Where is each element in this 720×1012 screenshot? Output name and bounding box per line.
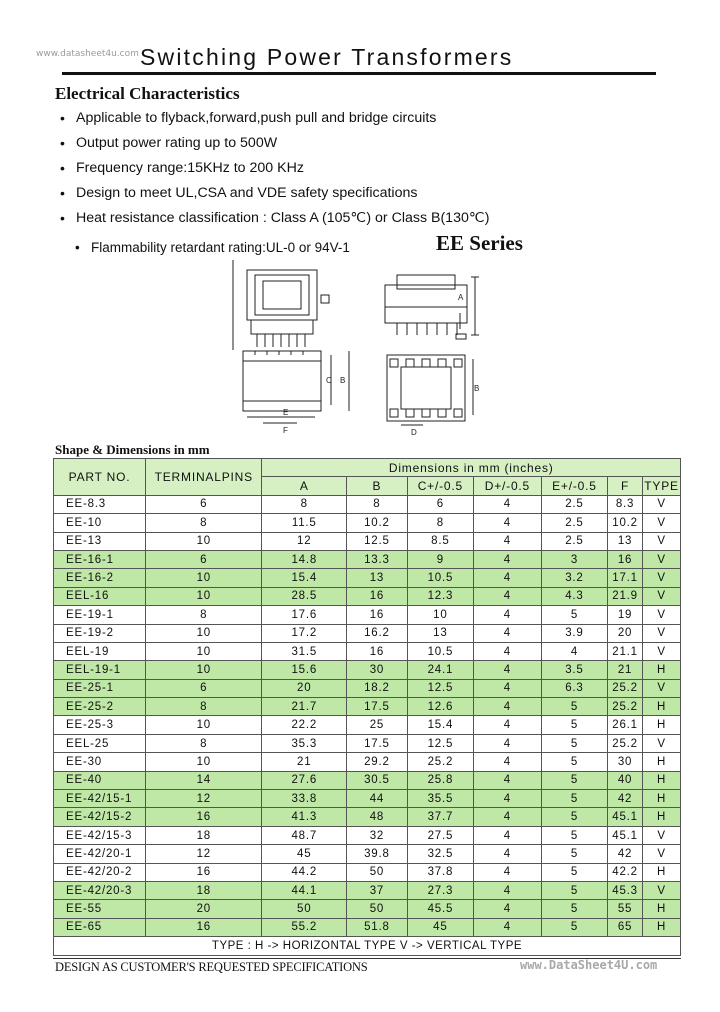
part-number-cell: EEL-19 (54, 642, 146, 660)
table-cell: 21 (607, 661, 642, 679)
table-cell: H (643, 698, 681, 716)
table-cell: 10 (146, 587, 262, 605)
table-cell: 10 (146, 532, 262, 550)
table-cell: 4.3 (541, 587, 607, 605)
table-cell: 24.1 (407, 661, 473, 679)
table-cell: 45 (407, 918, 473, 936)
dimensions-table (53, 458, 681, 956)
table-cell: 32.5 (407, 845, 473, 863)
table-cell: 4 (473, 587, 541, 605)
table-cell: 4 (473, 514, 541, 532)
table-cell: 10 (146, 716, 262, 734)
header-f: F (607, 477, 642, 495)
table-cell: 32 (347, 826, 408, 844)
table-cell: 42 (607, 790, 642, 808)
table-cell: 4 (473, 881, 541, 899)
footer-note: DESIGN AS CUSTOMER'S REQUESTED SPECIFICATIONS (55, 960, 368, 974)
table-cell: V (643, 606, 681, 624)
table-row (54, 532, 681, 550)
table-row (54, 569, 681, 587)
part-number-cell: EE-16-2 (54, 569, 146, 587)
header-part-no: PART NO. (54, 459, 146, 496)
part-number-cell: EE-30 (54, 753, 146, 771)
table-cell: 15.4 (262, 569, 347, 587)
table-cell: 9 (407, 550, 473, 568)
header-c: C+/-0.5 (407, 477, 473, 495)
table-cell: 45 (262, 845, 347, 863)
table-cell: 4 (473, 716, 541, 734)
table-cell: 33.8 (262, 790, 347, 808)
dim-label-f: F (283, 426, 288, 435)
table-row (54, 661, 681, 679)
table-cell: 15.4 (407, 716, 473, 734)
table-cell: 4 (473, 826, 541, 844)
table-cell: V (643, 569, 681, 587)
type-note-row (54, 937, 681, 955)
table-cell: 10 (146, 753, 262, 771)
table-cell: 5 (541, 753, 607, 771)
table-cell: 26.1 (607, 716, 642, 734)
table-cell: 50 (347, 900, 408, 918)
table-cell: 28.5 (262, 587, 347, 605)
table-cell: 16 (146, 808, 262, 826)
table-cell: 37.7 (407, 808, 473, 826)
table-cell: V (643, 679, 681, 697)
table-cell: 25 (347, 716, 408, 734)
table-cell: 2.5 (541, 495, 607, 513)
table-cell: 18 (146, 826, 262, 844)
table-cell: 3.5 (541, 661, 607, 679)
table-cell: 13.3 (347, 550, 408, 568)
table-cell: 51.8 (347, 918, 408, 936)
page-title: Switching Power Transformers (140, 44, 514, 70)
table-cell: 5 (541, 716, 607, 734)
dim-label-d: D (411, 428, 417, 437)
table-cell: 17.6 (262, 606, 347, 624)
bullet-item: • Frequency range:15KHz to 200 KHz (60, 158, 490, 183)
table-cell: 12.6 (407, 698, 473, 716)
table-cell: V (643, 514, 681, 532)
table-cell: 10.5 (407, 642, 473, 660)
table-row (54, 881, 681, 899)
watermark-bottom: www.DataSheet4U.com (520, 958, 658, 972)
table-cell: 12 (146, 845, 262, 863)
table-cell: 11.5 (262, 514, 347, 532)
table-cell: 13 (407, 624, 473, 642)
header-type: TYPE (643, 477, 681, 495)
table-cell: H (643, 753, 681, 771)
table-cell: 17.5 (347, 698, 408, 716)
part-number-cell: EE-42/15-2 (54, 808, 146, 826)
table-cell: 4 (541, 642, 607, 660)
front-view-drawing (385, 275, 479, 339)
table-cell: 10 (146, 661, 262, 679)
table-cell: 12.5 (347, 532, 408, 550)
table-cell: 21.1 (607, 642, 642, 660)
part-number-cell: EE-42/15-1 (54, 790, 146, 808)
table-cell: 50 (262, 900, 347, 918)
table-cell: 6.3 (541, 679, 607, 697)
dim-label-b-pins: B (474, 384, 480, 393)
header-terminal-pins: TERMINALPINS (146, 459, 262, 496)
table-cell: 16 (146, 918, 262, 936)
table-row (54, 863, 681, 881)
table-cell: 4 (473, 495, 541, 513)
table-row (54, 495, 681, 513)
table-cell: 4 (473, 734, 541, 752)
bullet-item: • Heat resistance classification : Class A (105℃) or Class B(130℃) (60, 208, 490, 233)
table-cell: 25.2 (407, 753, 473, 771)
bullet-item: • Applicable to flyback,forward,push pull and bridge circuits (60, 108, 490, 133)
table-row (54, 826, 681, 844)
table-cell: 8 (146, 698, 262, 716)
table-cell: V (643, 845, 681, 863)
table-cell: H (643, 900, 681, 918)
table-cell: 8 (146, 606, 262, 624)
table-cell: 4 (473, 661, 541, 679)
table-row (54, 642, 681, 660)
table-cell: 10.5 (407, 569, 473, 587)
table-cell: 19 (607, 606, 642, 624)
table-cell: 16.2 (347, 624, 408, 642)
table-cell: 16 (347, 642, 408, 660)
table-row (54, 587, 681, 605)
table-cell: 15.6 (262, 661, 347, 679)
table-cell: V (643, 532, 681, 550)
part-number-cell: EE-65 (54, 918, 146, 936)
table-cell: 3.2 (541, 569, 607, 587)
table-cell: 45.5 (407, 900, 473, 918)
table-cell: 45.3 (607, 881, 642, 899)
table-cell: 41.3 (262, 808, 347, 826)
table-cell: 3.9 (541, 624, 607, 642)
part-number-cell: EE-55 (54, 900, 146, 918)
table-cell: 6 (146, 495, 262, 513)
dim-label-c: C (326, 376, 332, 385)
table-cell: 4 (473, 624, 541, 642)
table-cell: V (643, 550, 681, 568)
table-row (54, 808, 681, 826)
table-cell: 5 (541, 698, 607, 716)
part-number-cell: EE-42/20-1 (54, 845, 146, 863)
table-cell: H (643, 771, 681, 789)
table-cell: 21 (262, 753, 347, 771)
table-cell: 4 (473, 918, 541, 936)
table-cell: 4 (473, 679, 541, 697)
table-cell: V (643, 495, 681, 513)
table-cell: 44.2 (262, 863, 347, 881)
table-cell: 55.2 (262, 918, 347, 936)
table-cell: 8.3 (607, 495, 642, 513)
table-cell: 5 (541, 790, 607, 808)
part-number-cell: EE-25-1 (54, 679, 146, 697)
table-cell: 5 (541, 734, 607, 752)
table-cell: 5 (541, 808, 607, 826)
table-cell: 5 (541, 918, 607, 936)
table-cell: 4 (473, 532, 541, 550)
table-cell: 30 (607, 753, 642, 771)
table-cell: 21.7 (262, 698, 347, 716)
table-row (54, 900, 681, 918)
part-number-cell: EE-16-1 (54, 550, 146, 568)
table-cell: 18.2 (347, 679, 408, 697)
table-cell: V (643, 624, 681, 642)
bullet-item: • Design to meet UL,CSA and VDE safety specifications (60, 183, 490, 208)
table-cell: 25.8 (407, 771, 473, 789)
table-cell: 65 (607, 918, 642, 936)
dimension-drawings (225, 255, 495, 440)
table-cell: 48.7 (262, 826, 347, 844)
part-number-cell: EE-40 (54, 771, 146, 789)
table-cell: 10 (146, 624, 262, 642)
table-cell: 10 (407, 606, 473, 624)
table-row (54, 845, 681, 863)
table-cell: 25.2 (607, 679, 642, 697)
header-dimensions: Dimensions in mm (inches) (262, 459, 681, 477)
table-cell: H (643, 808, 681, 826)
table-cell: 25.2 (607, 698, 642, 716)
table-row (54, 550, 681, 568)
table-cell: 14.8 (262, 550, 347, 568)
table-cell: 14 (146, 771, 262, 789)
table-cell: 13 (607, 532, 642, 550)
table-cell: 4 (473, 771, 541, 789)
table-cell: 4 (473, 550, 541, 568)
table-cell: 2.5 (541, 514, 607, 532)
part-number-cell: EE-42/15-3 (54, 826, 146, 844)
top-view-drawing (243, 351, 349, 435)
watermark-top: www.datasheet4u.com (36, 49, 139, 59)
table-cell: 48 (347, 808, 408, 826)
table-cell: 22.2 (262, 716, 347, 734)
table-cell: 37 (347, 881, 408, 899)
part-number-cell: EE-8.3 (54, 495, 146, 513)
table-cell: 4 (473, 753, 541, 771)
header-d: D+/-0.5 (473, 477, 541, 495)
part-number-cell: EE-42/20-2 (54, 863, 146, 881)
dim-label-e: E (283, 408, 289, 417)
table-cell: 30.5 (347, 771, 408, 789)
table-cell: 27.6 (262, 771, 347, 789)
part-number-cell: EE-25-2 (54, 698, 146, 716)
table-cell: V (643, 734, 681, 752)
table-cell: 5 (541, 771, 607, 789)
table-cell: 12 (262, 532, 347, 550)
table-cell: 4 (473, 790, 541, 808)
table-cell: 2.5 (541, 532, 607, 550)
table-cell: H (643, 863, 681, 881)
table-cell: 27.5 (407, 826, 473, 844)
table-row (54, 790, 681, 808)
part-number-cell: EE-13 (54, 532, 146, 550)
table-cell: 16 (347, 587, 408, 605)
table-cell: 6 (146, 679, 262, 697)
table-cell: 25.2 (607, 734, 642, 752)
characteristics-list (60, 108, 490, 233)
table-cell: 50 (347, 863, 408, 881)
table-cell: 8.5 (407, 532, 473, 550)
table-row (54, 698, 681, 716)
table-cell: 37.8 (407, 863, 473, 881)
part-number-cell: EE-42/20-3 (54, 881, 146, 899)
part-number-cell: EE-19-1 (54, 606, 146, 624)
table-cell: V (643, 826, 681, 844)
table-body (54, 495, 681, 936)
section-heading: Electrical Characteristics (55, 84, 240, 103)
header-b: B (347, 477, 408, 495)
part-number-cell: EEL-16 (54, 587, 146, 605)
table-cell: 4 (473, 845, 541, 863)
table-cell: H (643, 790, 681, 808)
table-cell: 13 (347, 569, 408, 587)
table-cell: 29.2 (347, 753, 408, 771)
table-cell: 5 (541, 881, 607, 899)
part-number-cell: EEL-25 (54, 734, 146, 752)
table-cell: 12.5 (407, 679, 473, 697)
table-cell: 8 (407, 514, 473, 532)
table-cell: 4 (473, 642, 541, 660)
table-cell: H (643, 661, 681, 679)
header-e: E+/-0.5 (541, 477, 607, 495)
table-cell: 4 (473, 808, 541, 826)
bullet-item: • Output power rating up to 500W (60, 133, 490, 158)
table-cell: 8 (146, 734, 262, 752)
table-cell: 55 (607, 900, 642, 918)
table-row (54, 734, 681, 752)
table-row (54, 679, 681, 697)
dim-label-a: A (458, 293, 464, 302)
table-cell: 10.2 (347, 514, 408, 532)
table-cell: V (643, 881, 681, 899)
table-cell: 20 (146, 900, 262, 918)
table-row (54, 606, 681, 624)
table-cell: 4 (473, 863, 541, 881)
table-row (54, 716, 681, 734)
table-cell: 45.1 (607, 826, 642, 844)
table-cell: 30 (347, 661, 408, 679)
table-cell: 5 (541, 826, 607, 844)
table-cell: 5 (541, 606, 607, 624)
table-cell: 44.1 (262, 881, 347, 899)
table-row (54, 771, 681, 789)
table-cell: 40 (607, 771, 642, 789)
title-underline (62, 72, 656, 75)
part-number-cell: EE-25-3 (54, 716, 146, 734)
table-cell: 42.2 (607, 863, 642, 881)
table-cell: 16 (146, 863, 262, 881)
table-cell: 42 (607, 845, 642, 863)
table-cell: 35.5 (407, 790, 473, 808)
table-row (54, 918, 681, 936)
table-cell: 4 (473, 606, 541, 624)
table-header-row (54, 459, 681, 477)
table-cell: 27.3 (407, 881, 473, 899)
table-cell: 10 (146, 569, 262, 587)
table-cell: 35.3 (262, 734, 347, 752)
table-cell: 3 (541, 550, 607, 568)
table-cell: 4 (473, 900, 541, 918)
table-cell: 10 (146, 642, 262, 660)
table-cell: 20 (262, 679, 347, 697)
table-row (54, 753, 681, 771)
part-number-cell: EE-10 (54, 514, 146, 532)
table-cell: 18 (146, 881, 262, 899)
table-cell: 31.5 (262, 642, 347, 660)
table-cell: 8 (347, 495, 408, 513)
table-cell: 12.3 (407, 587, 473, 605)
table-cell: 20 (607, 624, 642, 642)
table-cell: 17.2 (262, 624, 347, 642)
table-cell: 17.5 (347, 734, 408, 752)
table-cell: 4 (473, 569, 541, 587)
table-cell: 16 (347, 606, 408, 624)
part-number-cell: EEL-19-1 (54, 661, 146, 679)
table-cell: 6 (146, 550, 262, 568)
shape-dimensions-heading: Shape & Dimensions in mm (55, 442, 210, 457)
table-cell: 44 (347, 790, 408, 808)
table-cell: 8 (262, 495, 347, 513)
table-cell: 16 (607, 550, 642, 568)
table-cell: 8 (146, 514, 262, 532)
table-cell: 5 (541, 863, 607, 881)
table-cell: 21.9 (607, 587, 642, 605)
table-cell: 5 (541, 845, 607, 863)
table-cell: V (643, 587, 681, 605)
table-cell: 12.5 (407, 734, 473, 752)
table-cell: 6 (407, 495, 473, 513)
table-cell: V (643, 642, 681, 660)
table-cell: H (643, 716, 681, 734)
table-cell: 39.8 (347, 845, 408, 863)
table-cell: H (643, 918, 681, 936)
table-cell: 4 (473, 698, 541, 716)
side-view-drawing (233, 260, 329, 350)
table-row (54, 514, 681, 532)
table-cell: 12 (146, 790, 262, 808)
table-row (54, 624, 681, 642)
pin-view-drawing (387, 355, 479, 437)
table-cell: 5 (541, 900, 607, 918)
header-a: A (262, 477, 347, 495)
dim-label-b: B (340, 376, 346, 385)
part-number-cell: EE-19-2 (54, 624, 146, 642)
flammability-bullet: • Flammability retardant rating:UL-0 or 94V-1 (75, 240, 350, 255)
table-cell: 17.1 (607, 569, 642, 587)
series-title: EE Series (436, 231, 523, 255)
type-note: TYPE : H -> HORIZONTAL TYPE V -> VERTICAL TYPE (54, 937, 681, 955)
table-cell: 45.1 (607, 808, 642, 826)
table-cell: 10.2 (607, 514, 642, 532)
